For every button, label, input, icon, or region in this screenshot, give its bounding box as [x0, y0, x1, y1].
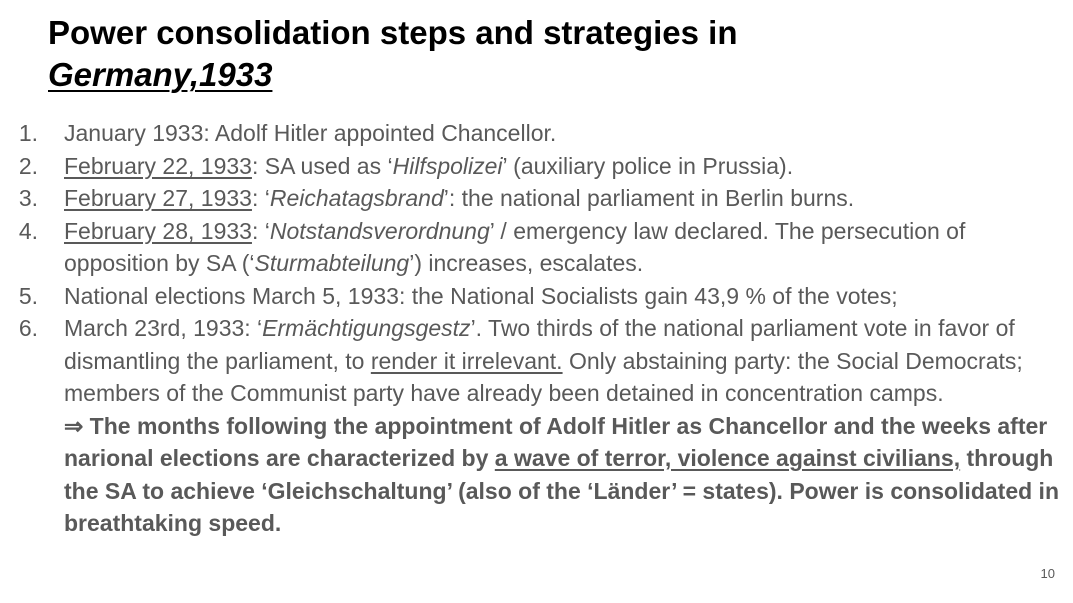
item-term: Ermächtigungsgestz	[262, 315, 471, 341]
item-text: March 23rd, 1933: ‘	[64, 315, 263, 341]
item-text: : ‘	[251, 217, 270, 244]
item-date: February 27, 1933	[64, 185, 252, 211]
conclusion-text: through the SA to achieve ‘Gleichschaltung’ (also of the ‘Länder’ = states). Power is consolidated in breathtaking speed.	[64, 445, 1059, 536]
item-text: : SA used as ‘	[251, 152, 393, 179]
item-text: ’: the national parliament in Berlin burns.	[443, 185, 855, 211]
list-item	[12, 182, 1072, 215]
item-term: Reichatagsbrand	[269, 185, 444, 211]
slide-title	[48, 12, 1048, 96]
item-underlined-phrase: render it irrelevant.	[370, 347, 563, 374]
item-date: February 28, 1933	[64, 217, 252, 244]
item-date: February 22, 1933	[64, 152, 252, 179]
list-item	[12, 280, 1072, 313]
conclusion-underlined-phrase: a wave of terror, violence against civilians,	[494, 445, 961, 471]
item-text: ’) increases, escalates.	[409, 250, 644, 276]
item-number: 4.	[18, 217, 38, 244]
title-line-1: Power consolidation steps and strategies in	[48, 14, 738, 51]
item-number: 6.	[18, 315, 38, 341]
item-number: 2.	[18, 152, 38, 179]
item-number: 3.	[18, 185, 38, 211]
conclusion-paragraph	[12, 410, 1072, 540]
page-number: 10	[1040, 566, 1055, 581]
item-text: : ‘	[251, 185, 270, 211]
item-text: ’. Two thirds of the national parliament vote in favor of dismantling the parliament, to	[64, 315, 1015, 374]
item-text: National elections March 5, 1933: the National Socialists gain 43,9 % of the votes;	[64, 282, 898, 309]
list-item	[12, 117, 1072, 150]
item-term: Hilfspolizei	[392, 152, 503, 179]
conclusion-text: ⇒ The months following the appointment of Adolf Hitler as Chancellor and the weeks after narional elections are characterized by	[64, 412, 1048, 471]
list-item	[12, 215, 1072, 280]
item-text: January 1933: Adolf Hitler appointed Chancellor.	[64, 120, 557, 146]
item-term: Notstandsverordnung	[269, 217, 490, 244]
list-item	[12, 150, 1072, 183]
title-line-2: Germany,1933	[48, 56, 273, 93]
item-number: 1.	[18, 120, 38, 146]
steps-list	[12, 117, 1072, 540]
item-term: Sturmabteilung	[254, 250, 410, 276]
list-item	[12, 312, 1072, 410]
item-text: Only abstaining party: the Social Democrats; members of the Communist party have already been detained in concentration camps.	[64, 347, 1023, 406]
item-number: 5.	[18, 282, 38, 309]
item-text: ’ / emergency law declared. The persecution of opposition by SA (‘	[64, 217, 966, 276]
item-text: ’ (auxiliary police in Prussia).	[502, 152, 794, 179]
